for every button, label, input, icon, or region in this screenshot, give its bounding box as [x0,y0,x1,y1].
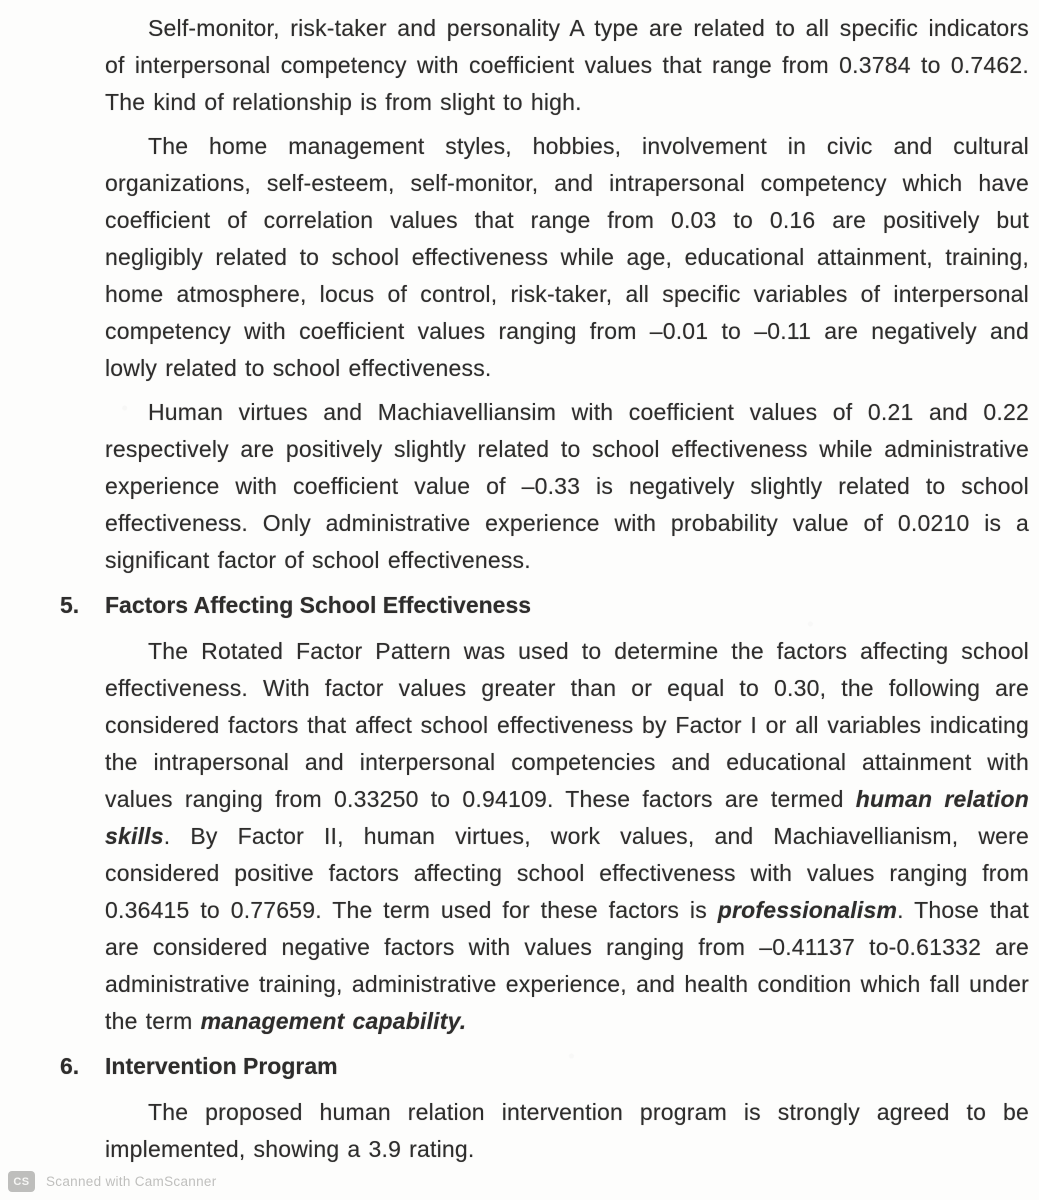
paragraph-self-monitor: Self-monitor, risk-taker and personality A type are related to all specific indicators of interpersonal competency with coefficient values that range from 0.3784 to 0.7462. The kind of relationship is from slight to high. [105,15,1029,115]
camscanner-watermark-text: Scanned with CamScanner [46,1174,217,1189]
text-segment: The Rotated Factor Pattern was used to determine the factors affecting school effectiveness. With factor values greater than or equal to 0.30, the following are considered factors that affect school effectiveness by Factor I or all variables indicating the intrapersonal and interpersonal competencies and educational attainment with values ranging from 0.33250 to 0.94109. These factors are termed [105,638,1029,812]
term-management-capability: management capability. [200,1008,467,1034]
term-professionalism: professionalism [717,897,898,923]
section-number: 5. [60,592,80,618]
camscanner-icon: CS [8,1171,35,1192]
term-human-relation-skills: human relation skills [105,786,1029,849]
paragraph-human-virtues: Human virtues and Machiavelliansim with coefficient values of 0.21 and 0.22 respectively are positively slightly related to school effectiveness while administrative experience with coefficient value of –0.33 is negatively slightly related to school effectiveness. Only administrative experience with probability value of 0.0210 is a significant factor of school effectiveness. [105,399,1029,573]
text-segment: . Those that are considered negative factors with values ranging from –0.41137 to-0.61332 are administrative training, administrative experience, and health condition which fall under the term [105,897,1029,1034]
text-segment: . By Factor II, human virtues, work values, and Machiavellianism, were considered positive factors affecting school effectiveness with values ranging from 0.36415 to 0.77659. The term used for these factors is [105,823,1029,923]
scanned-document-page [60,10,1029,1175]
paragraph-intervention-program: The proposed human relation intervention program is strongly agreed to be implemented, showing a 3.9 rating. [105,1099,1029,1162]
paragraph-home-management: The home management styles, hobbies, involvement in civic and cultural organizations, self-esteem, self-monitor, and intrapersonal competency which have coefficient of correlation values that range from 0.03 to 0.16 are positively but negligibly related to school effectiveness while age, educational attainment, training, home atmosphere, locus of control, risk-taker, all specific variables of interpersonal competency with coefficient values ranging from –0.01 to –0.11 are negatively and lowly related to school effectiveness. [105,133,1029,381]
section-heading-factors [60,587,1029,624]
section-number: 6. [60,1053,80,1079]
paragraph-rotated-factor-pattern [105,633,1029,1040]
section-title: Factors Affecting School Effectiveness [105,592,532,618]
section-heading-intervention [60,1048,1029,1085]
camscanner-watermark [8,1171,217,1192]
section-title: Intervention Program [105,1053,338,1079]
